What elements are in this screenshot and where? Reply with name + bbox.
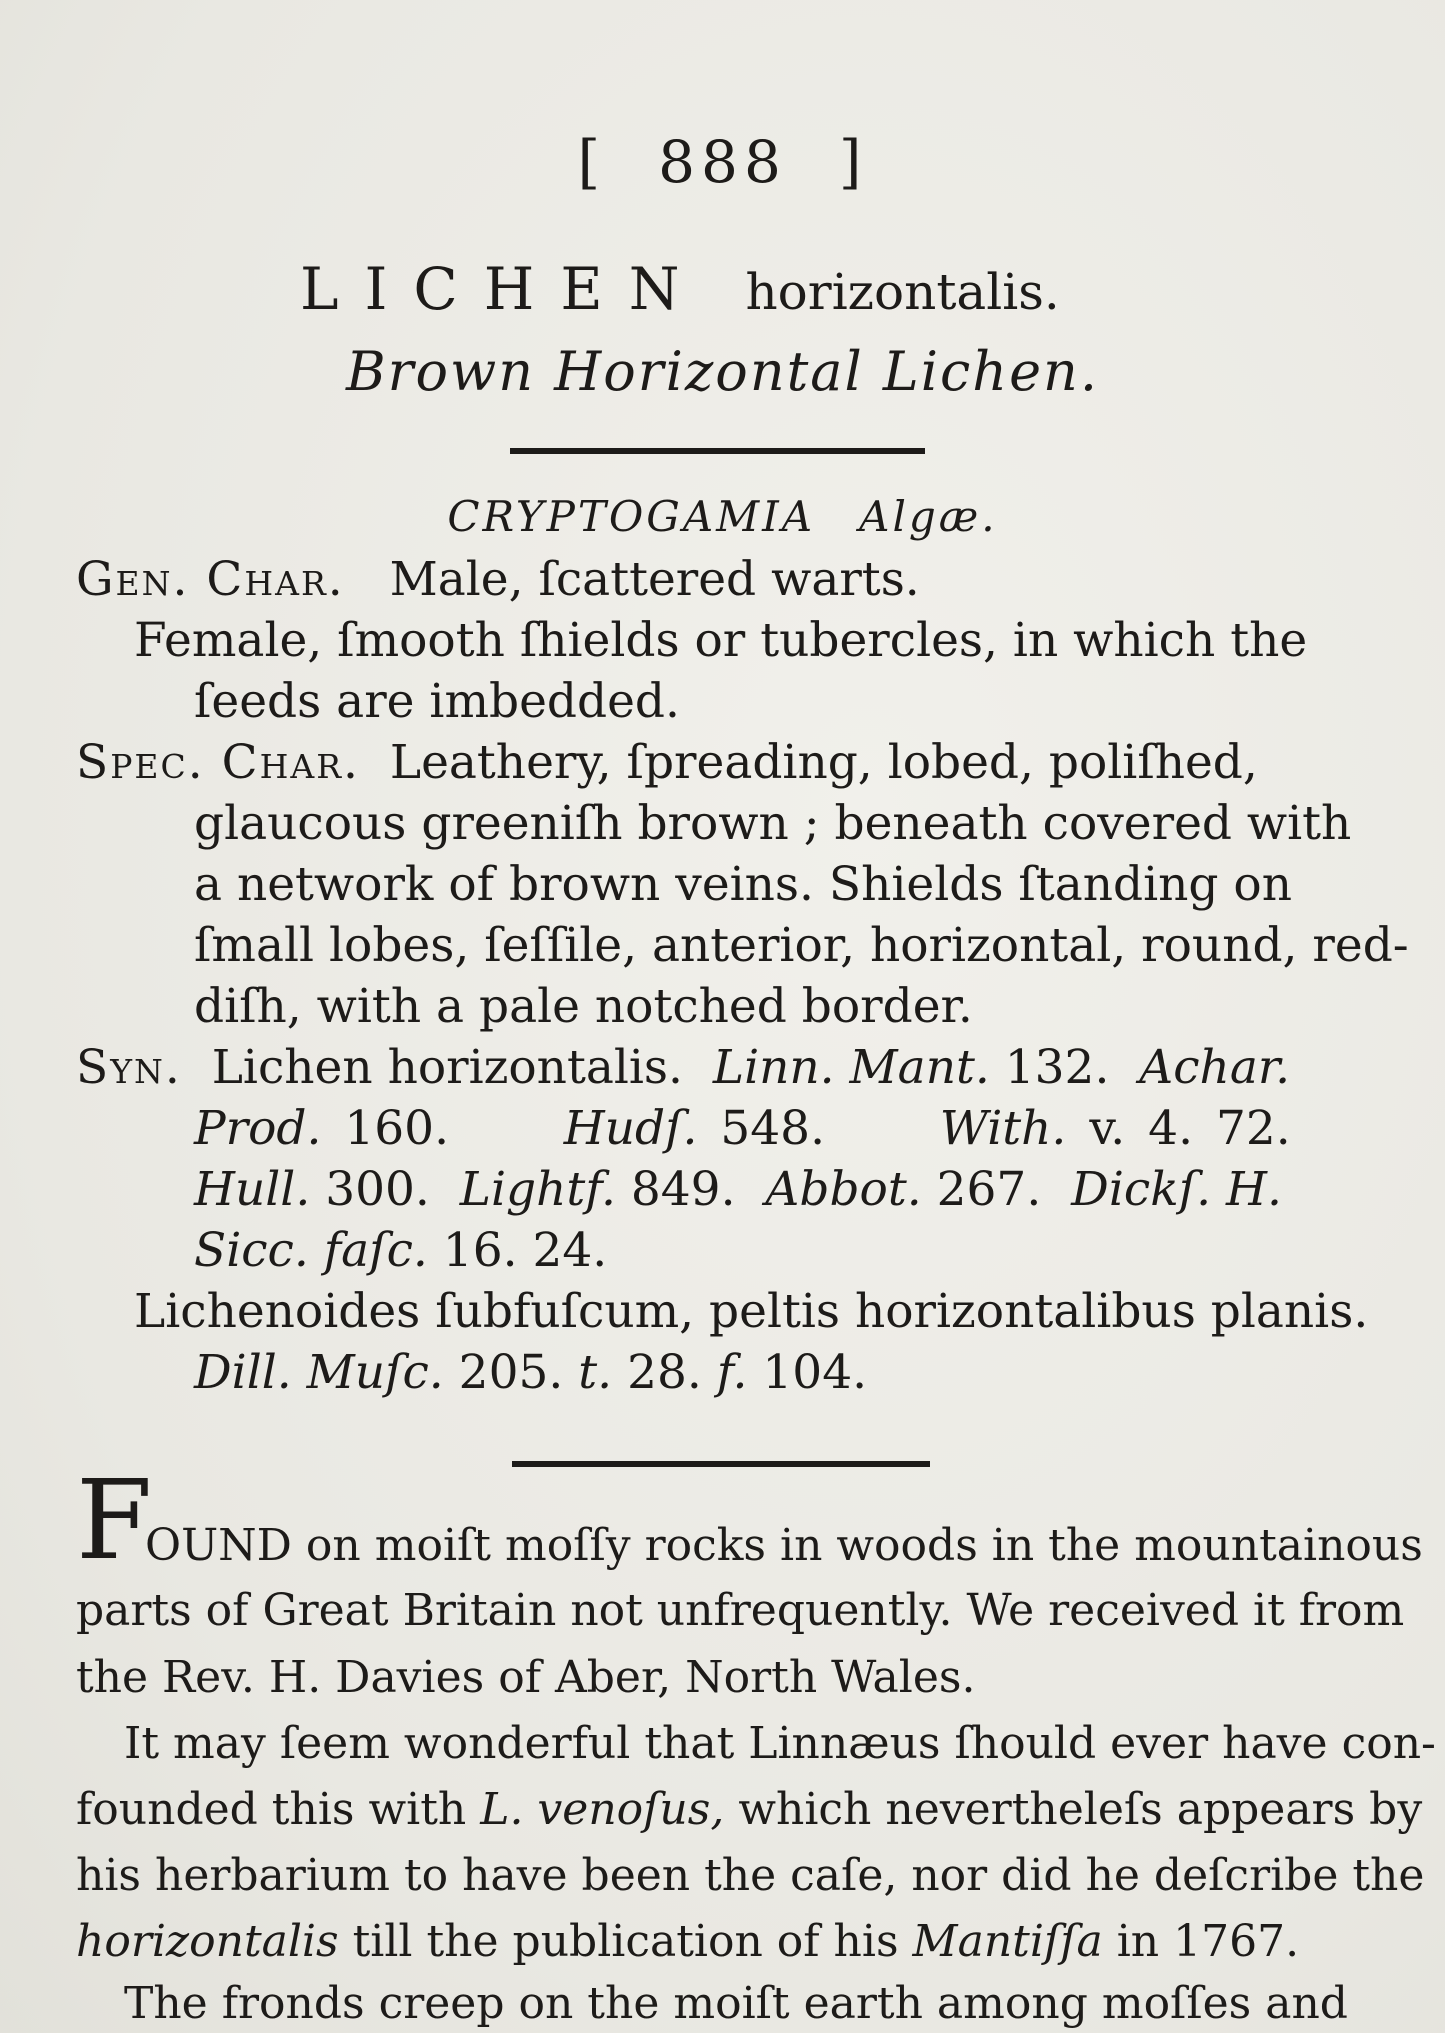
syn-line-4 bbox=[194, 1223, 607, 1278]
syn-page: 300. bbox=[325, 1162, 430, 1217]
body-line bbox=[76, 1916, 1299, 1967]
page-number bbox=[0, 128, 1445, 196]
order-name: Algæ. bbox=[859, 492, 998, 541]
body-line bbox=[76, 1784, 1422, 1835]
species-name: horizontalis. bbox=[745, 263, 1060, 321]
syn-page: 16. 24. bbox=[442, 1223, 608, 1278]
syn-line-5: Lichenoides ſubfuſcum, peltis horizontalibus planis. bbox=[134, 1284, 1369, 1339]
syn-page: 205. bbox=[458, 1345, 564, 1400]
gen-char-line-2: Female, ſmooth ſhields or tubercles, in which the bbox=[134, 613, 1308, 668]
body-line: It may ſeem wonderful that Linnæus ſhould ever have con- bbox=[124, 1718, 1436, 1769]
syn-page: 267. bbox=[936, 1162, 1042, 1217]
syn-page: 28. bbox=[627, 1345, 702, 1400]
syn-text: Lichen horizontalis. bbox=[211, 1040, 683, 1095]
syn-line-3 bbox=[194, 1162, 1282, 1217]
syn-page: v. 4. 72. bbox=[1089, 1101, 1291, 1156]
syn-line-2 bbox=[194, 1101, 1291, 1156]
syn-ref: Lightf. bbox=[459, 1162, 616, 1217]
spec-char-line-2: glaucous greeniſh brown ; beneath covered with bbox=[194, 796, 1352, 851]
spec-char-line-4: ſmall lobes, ſeſſile, anterior, horizontal, round, red- bbox=[194, 918, 1409, 973]
spec-char-label: Spec. Char. bbox=[76, 735, 360, 790]
body-line: the Rev. H. Davies of Aber, North Wales. bbox=[76, 1652, 976, 1703]
common-name: Brown Horizontal Lichen. bbox=[346, 340, 1099, 403]
spec-char-line-3: a network of brown veins. Shields ſtanding on bbox=[194, 857, 1292, 912]
body-line: his herbarium to have been the caſe, nor did he deſcribe the bbox=[76, 1850, 1425, 1901]
syn-ref: f. bbox=[716, 1345, 748, 1400]
body-text: which nevertheleſs appears by bbox=[738, 1784, 1423, 1835]
syn-page: 849. bbox=[630, 1162, 736, 1217]
spec-char-text: Leathery, ſpreading, lobed, poliſhed, bbox=[389, 735, 1258, 790]
spec-char-line-1 bbox=[76, 735, 1258, 790]
body-italic: horizontalis bbox=[76, 1916, 339, 1967]
body-text: till the publication of his bbox=[352, 1916, 899, 1967]
divider-rule bbox=[512, 1461, 930, 1467]
syn-page: 132. bbox=[1004, 1040, 1110, 1095]
body-line: parts of Great Britain not unfrequently. We received it from bbox=[76, 1585, 1405, 1636]
divider-rule bbox=[510, 448, 925, 454]
page-number-value: 888 bbox=[658, 128, 787, 196]
syn-ref: Linn. Mant. bbox=[712, 1040, 990, 1095]
species-title bbox=[300, 255, 1060, 323]
syn-ref: Abbot. bbox=[765, 1162, 922, 1217]
syn-ref: With. bbox=[939, 1101, 1067, 1156]
syn-ref: Dill. Muſc. bbox=[194, 1345, 444, 1400]
bracket-open: [ bbox=[577, 128, 607, 196]
syn-ref: Hudſ. bbox=[563, 1101, 698, 1156]
syn-line-6 bbox=[194, 1345, 867, 1400]
spec-char-line-5: diſh, with a pale notched border. bbox=[194, 979, 973, 1034]
gen-char-text: Male, ſcattered warts. bbox=[389, 552, 920, 607]
body-text: founded this with bbox=[76, 1784, 467, 1835]
syn-ref: Achar. bbox=[1139, 1040, 1291, 1095]
body-italic: Mantiſſa bbox=[912, 1916, 1103, 1967]
gen-char-label: Gen. Char. bbox=[76, 552, 345, 607]
syn-ref: t. bbox=[578, 1345, 613, 1400]
genus-name: LICHEN bbox=[300, 255, 706, 323]
syn-ref: Dickſ. H. bbox=[1071, 1162, 1282, 1217]
syn-ref: Prod. bbox=[194, 1101, 322, 1156]
body-line: OUND on moiſt moſſy rocks in woods in the mountainous bbox=[145, 1520, 1423, 1571]
syn-ref: Sicc. faſc. bbox=[194, 1223, 428, 1278]
bracket-close: ] bbox=[838, 128, 868, 196]
gen-char-line-3: ſeeds are imbedded. bbox=[194, 674, 680, 729]
body-line: The fronds creep on the moiſt earth among moſſes and bbox=[124, 1978, 1348, 2029]
drop-cap: F bbox=[76, 1456, 153, 1584]
syn-page: 104. bbox=[762, 1345, 868, 1400]
syn-line-1 bbox=[76, 1040, 1290, 1095]
syn-ref: Hull. bbox=[194, 1162, 311, 1217]
classification bbox=[0, 492, 1445, 541]
syn-label: Syn. bbox=[76, 1040, 182, 1095]
body-italic: L. venoſus, bbox=[480, 1784, 725, 1835]
gen-char-line-1 bbox=[76, 552, 920, 607]
body-text: in 1767. bbox=[1116, 1916, 1300, 1967]
syn-page: 160. bbox=[344, 1101, 450, 1156]
class-name: CRYPTOGAMIA bbox=[447, 492, 816, 541]
syn-page: 548. bbox=[720, 1101, 826, 1156]
